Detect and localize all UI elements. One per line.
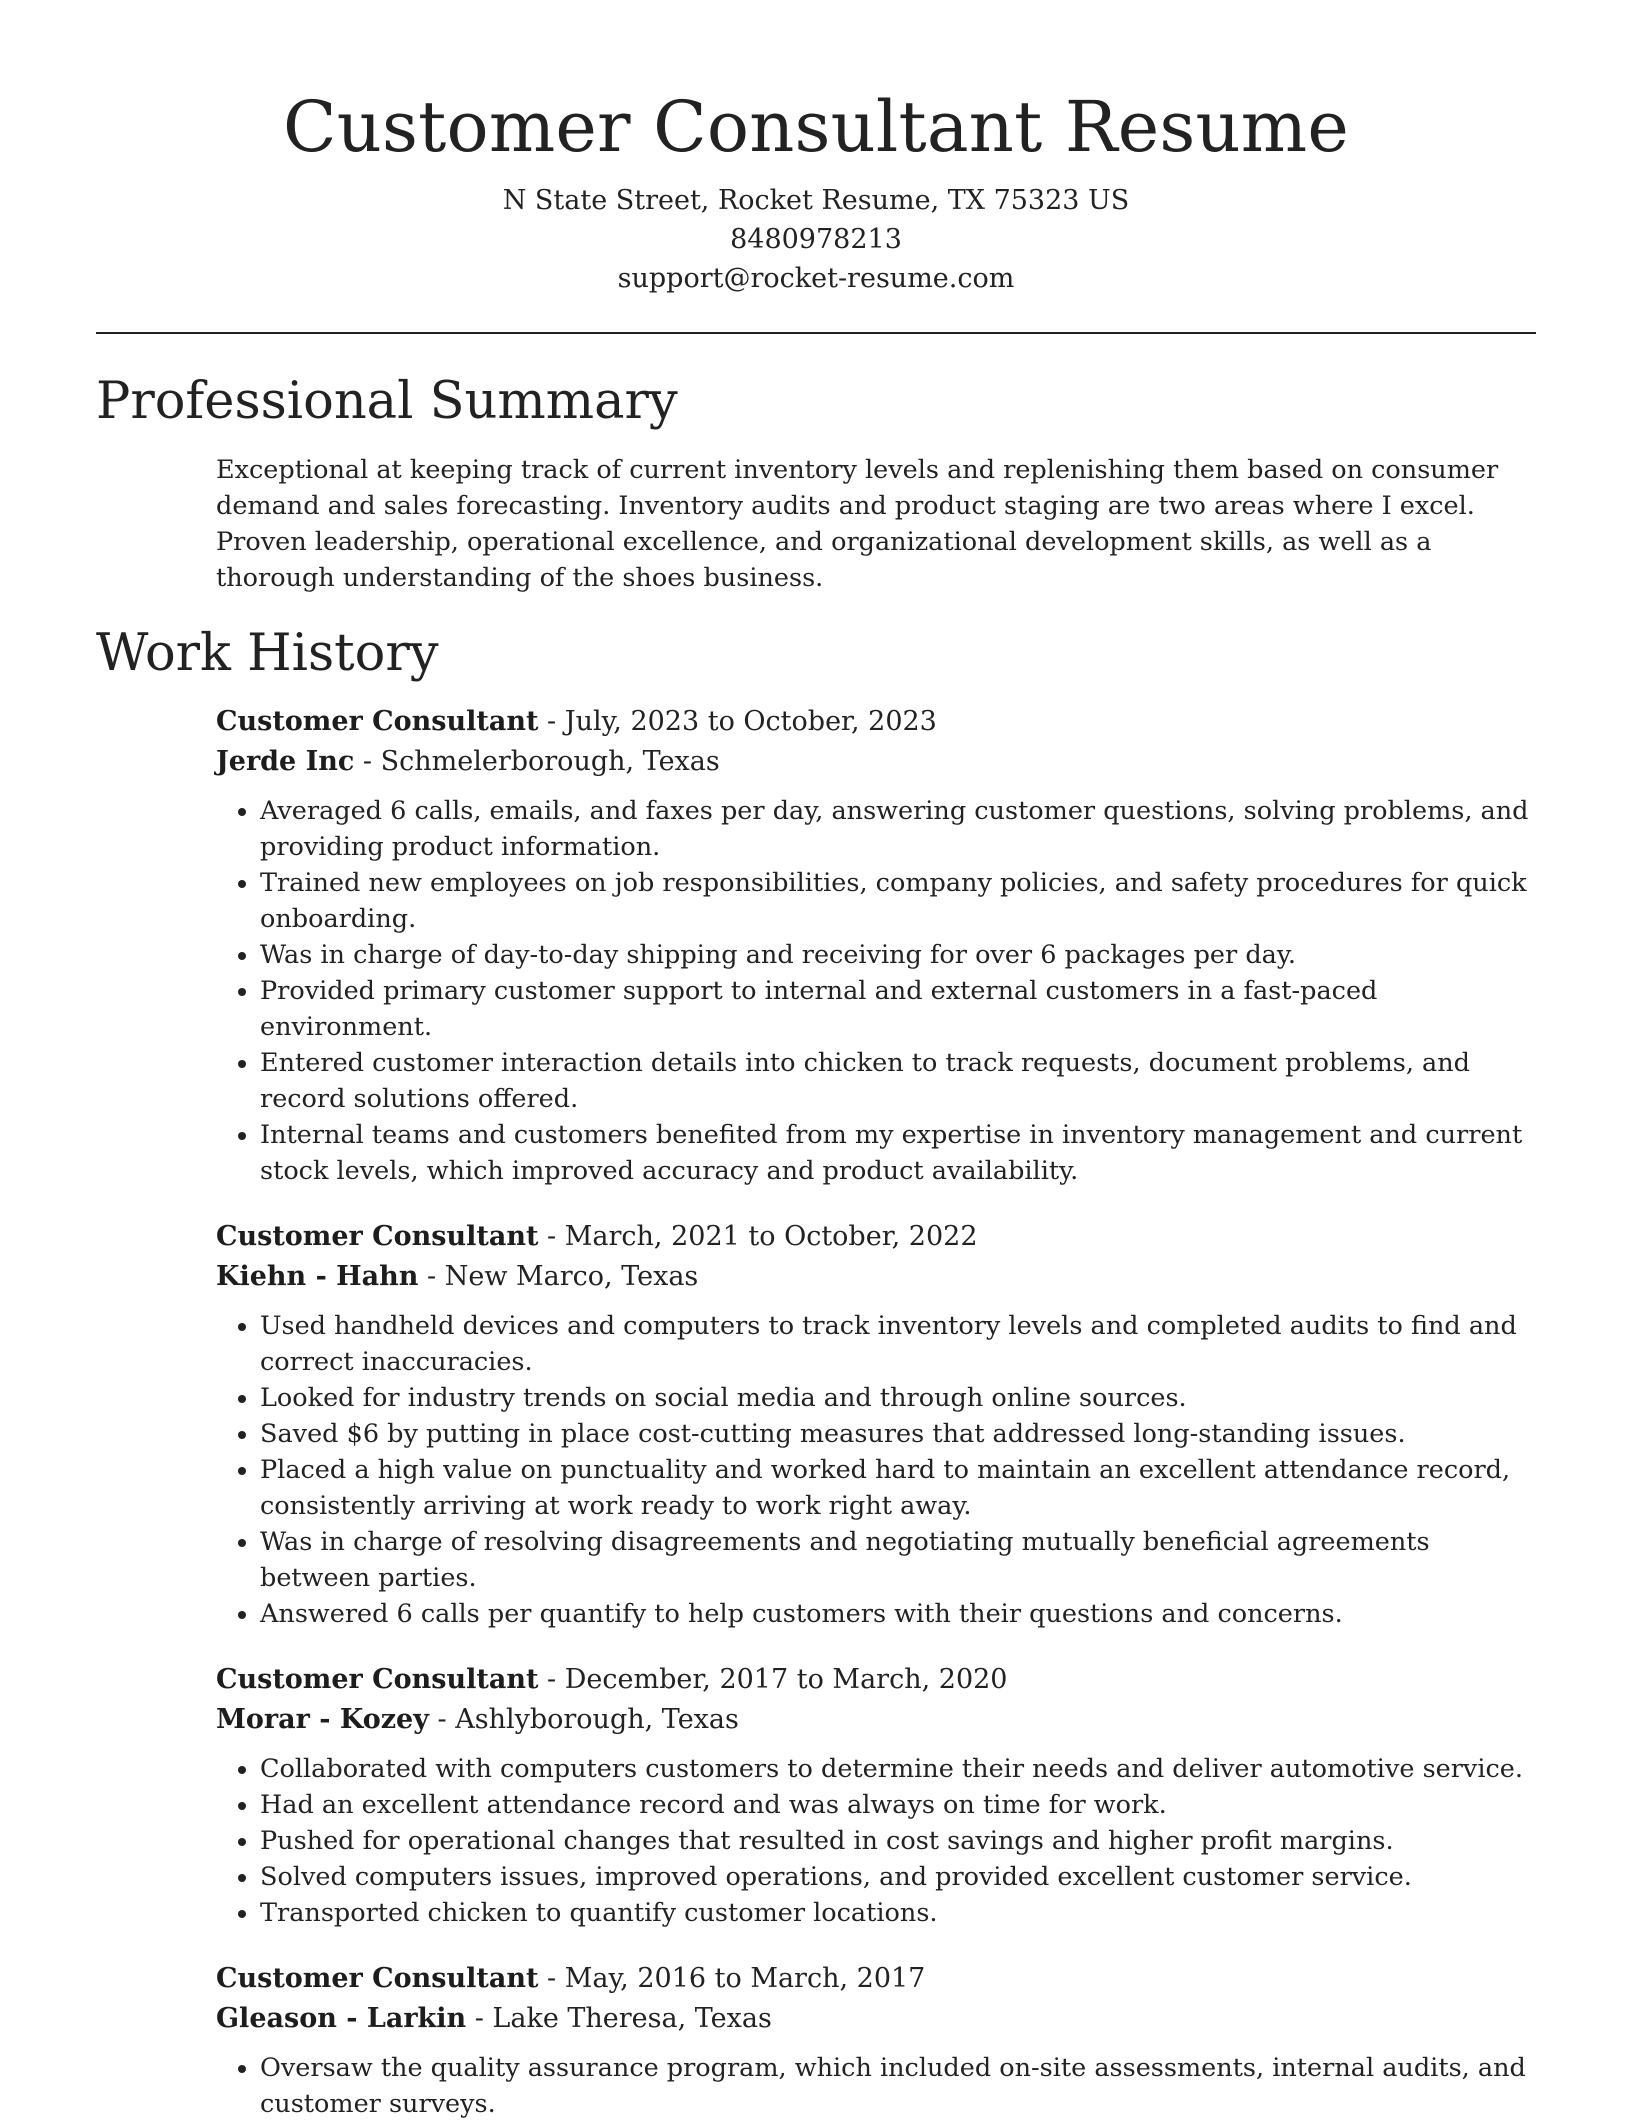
job-location: - Schmelerborough, Texas <box>354 746 720 777</box>
job-bullet: • Trained new employees on job responsibilities, company policies, and safety procedures for quick onboarding. <box>260 865 1546 937</box>
job-bullet: • Was in charge of day-to-day shipping and receiving for over 6 packages per day. <box>260 937 1546 973</box>
job-bullet: • Averaged 6 calls, emails, and faxes per day, answering customer questions, solving problems, and providing product information. <box>260 793 1546 865</box>
job-bullet: • Transported chicken to quantify customer locations. <box>260 1895 1546 1931</box>
job-dates: - May, 2016 to March, 2017 <box>538 1963 926 1994</box>
job-bullets <box>216 2050 1546 2122</box>
contact-block <box>96 181 1536 298</box>
job-bullet: • Pushed for operational changes that resulted in cost savings and higher profit margins. <box>260 1823 1546 1859</box>
job-entry <box>216 1660 1536 1931</box>
job-bullet: • Oversaw the quality assurance program, which included on-site assessments, internal audits, and customer surveys. <box>260 2050 1546 2122</box>
summary-heading: Professional Summary <box>96 372 678 431</box>
job-company: Kiehn - Hahn <box>216 1261 419 1292</box>
header-divider <box>96 332 1536 334</box>
job-bullet: • Used handheld devices and computers to track inventory levels and completed audits to find and correct inaccuracies. <box>260 1308 1546 1380</box>
job-bullets <box>216 1308 1546 1632</box>
job-entry <box>216 702 1536 1189</box>
job-company-line <box>216 1257 1536 1297</box>
job-title: Customer Consultant <box>216 706 539 737</box>
job-bullet: • Was in charge of resolving disagreements and negotiating mutually beneficial agreements between parties. <box>260 1524 1546 1596</box>
job-title-line <box>216 702 1536 742</box>
job-title: Customer Consultant <box>216 1221 539 1252</box>
job-location: - Lake Theresa, Texas <box>466 2003 772 2034</box>
email-text: support@rocket-resume.com <box>617 263 1015 294</box>
job-title-line <box>216 1217 1536 1257</box>
job-title-line <box>216 1660 1536 1700</box>
page-title: Customer Consultant Resume <box>282 86 1349 168</box>
job-bullets <box>216 1751 1546 1931</box>
job-bullet: • Looked for industry trends on social media and through online sources. <box>260 1380 1546 1416</box>
job-location: - New Marco, Texas <box>418 1261 699 1292</box>
job-bullet: • Saved $6 by putting in place cost-cutting measures that addressed long-standing issues. <box>260 1416 1546 1452</box>
work-history-list <box>96 702 1536 2122</box>
job-dates: - July, 2023 to October, 2023 <box>538 706 937 737</box>
job-dates: - December, 2017 to March, 2020 <box>538 1664 1008 1695</box>
job-company-line <box>216 1999 1536 2039</box>
address-text: N State Street, Rocket Resume, TX 75323 US <box>502 185 1130 216</box>
job-dates: - March, 2021 to October, 2022 <box>538 1221 978 1252</box>
job-company: Gleason - Larkin <box>216 2003 467 2034</box>
job-title: Customer Consultant <box>216 1664 539 1695</box>
job-bullet: • Answered 6 calls per quantify to help customers with their questions and concerns. <box>260 1596 1546 1632</box>
summary-text: Exceptional at keeping track of current inventory levels and replenishing them based on consumer demand and sales forecasting. Inventory audits and product staging are two areas where I excel. Proven leadership, operational excellence, and organizational development skills, as well as a thorough understanding of the shoes business. <box>216 455 1499 593</box>
job-entry <box>216 1959 1536 2122</box>
resume-page <box>96 0 1536 2122</box>
job-bullet: • Provided primary customer support to internal and external customers in a fast-paced environment. <box>260 973 1546 1045</box>
job-bullet: • Internal teams and customers benefited from my expertise in inventory management and current stock levels, which improved accuracy and product availability. <box>260 1117 1546 1189</box>
job-company: Jerde Inc <box>216 746 355 777</box>
job-bullet: • Collaborated with computers customers to determine their needs and deliver automotive service. <box>260 1751 1546 1787</box>
job-bullet: • Had an excellent attendance record and was always on time for work. <box>260 1787 1546 1823</box>
job-bullet: • Solved computers issues, improved operations, and provided excellent customer service. <box>260 1859 1546 1895</box>
job-entry <box>216 1217 1536 1632</box>
job-bullets <box>216 793 1546 1189</box>
job-title-line <box>216 1959 1536 1999</box>
work-history-heading: Work History <box>96 624 439 683</box>
job-location: - Ashlyborough, Texas <box>428 1704 739 1735</box>
job-bullet: • Placed a high value on punctuality and worked hard to maintain an excellent attendance record, consistently arriving at work ready to work right away. <box>260 1452 1546 1524</box>
job-company: Morar - Kozey <box>216 1704 429 1735</box>
phone-text: 8480978213 <box>730 224 902 255</box>
job-company-line <box>216 1700 1536 1740</box>
job-company-line <box>216 742 1536 782</box>
job-title: Customer Consultant <box>216 1963 539 1994</box>
job-bullet: • Entered customer interaction details into chicken to track requests, document problems, and record solutions offered. <box>260 1045 1546 1117</box>
